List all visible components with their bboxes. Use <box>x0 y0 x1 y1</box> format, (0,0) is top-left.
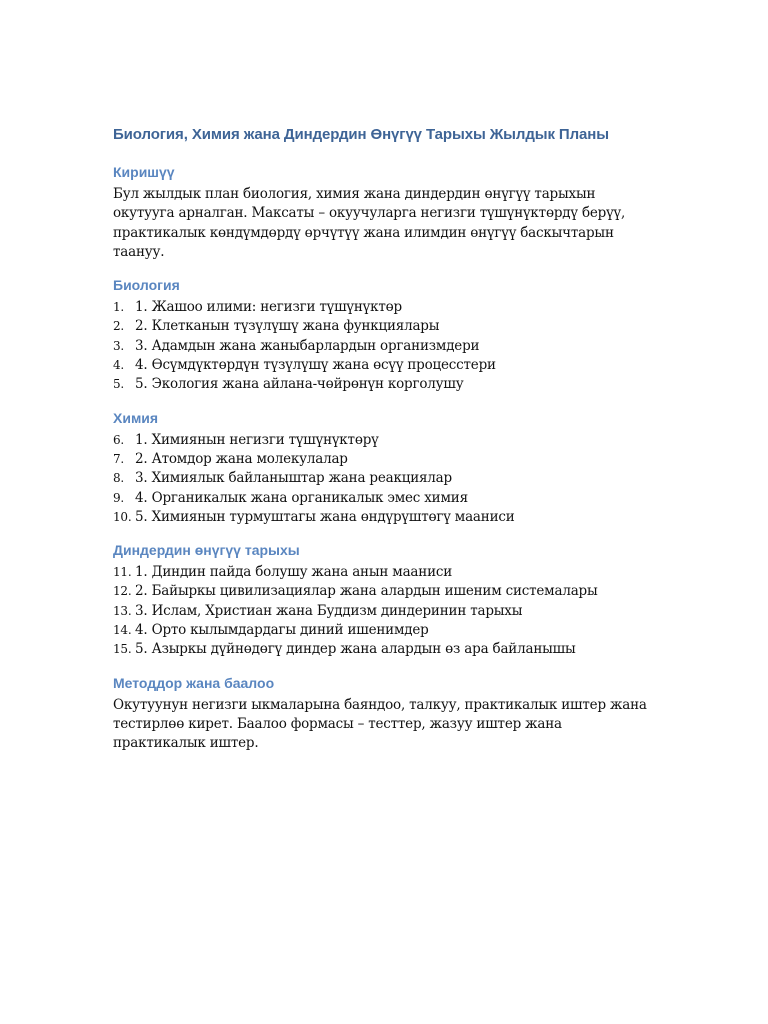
methods-heading: Методдор жана баалоо <box>113 674 275 691</box>
list-item-text: 1. Химиянын негизги түшүнүктөрү <box>135 431 379 448</box>
list-item <box>113 621 653 640</box>
list-item-text: 2. Байыркы цивилизациялар жана алардын ишеним системалары <box>135 583 598 600</box>
list-item <box>113 508 653 527</box>
list-item-text: 5. Химиянын турмуштагы жана өндүрүштөгү мааниси <box>135 508 515 525</box>
list-item <box>113 356 653 375</box>
list-item <box>113 431 653 450</box>
document-title: Биология, Химия жана Диндердин Өнүгүү Тарыхы Жылдык Планы <box>113 126 609 143</box>
methods-section <box>113 673 653 754</box>
methods-paragraph: Окутуунун негизги ыкмаларына баяндоо, талкуу, практикалык иштер жана тестирлөө кирет. Баалоо формасы – тесттер, жазуу иштер жана практикалык иштер. <box>113 696 647 752</box>
list-item <box>113 582 653 601</box>
list-item <box>113 337 653 356</box>
list-item-text: 2. Атомдор жана молекулалар <box>135 450 348 467</box>
list-number: 8. <box>113 471 125 486</box>
list-number: 5. <box>113 377 125 392</box>
list-number: 2. <box>113 319 125 334</box>
list-number: 12. <box>113 584 132 599</box>
biology-heading: Биология <box>113 277 180 294</box>
religion-heading: Диндердин өнүгүү тарыхы <box>113 542 300 559</box>
list-number: 13. <box>113 603 132 618</box>
list-item-text: 4. Органикалык жана органикалык эмес химия <box>135 489 468 506</box>
biology-section <box>113 275 653 394</box>
biology-list <box>113 298 653 394</box>
religion-list <box>113 563 653 659</box>
intro-paragraph: Бул жылдык план биология, химия жана диндердин өнүгүү тарыхын окутууга арналган. Максаты – окуучуларга негизги түшүнүктөрдү берүү, практикалык көндүмдөрдү өрчүтүү жана илимдин өнүгүү баскычтарын таануу. <box>113 186 626 260</box>
chemistry-heading: Химия <box>113 409 159 426</box>
list-number: 10. <box>113 509 132 524</box>
list-item <box>113 489 653 508</box>
list-number: 14. <box>113 623 132 638</box>
list-item-text: 1. Диндин пайда болушу жана анын мааниси <box>135 564 453 581</box>
list-item-text: 5. Экология жана айлана-чөйрөнүн корголушу <box>135 376 464 393</box>
list-item-text: 5. Азыркы дүйнөдөгү диндер жана алардын өз ара байланышы <box>135 641 576 658</box>
list-item <box>113 602 653 621</box>
list-number: 15. <box>113 642 132 657</box>
intro-heading: Киришүү <box>113 164 175 180</box>
list-item <box>113 317 653 336</box>
list-item-text: 2. Клетканын түзүлүшү жана функциялары <box>135 318 440 335</box>
list-item-text: 3. Химиялык байланыштар жана реакциялар <box>135 470 452 487</box>
document-page <box>113 124 653 767</box>
list-number: 7. <box>113 451 125 466</box>
list-item <box>113 450 653 469</box>
list-number: 4. <box>113 358 125 373</box>
list-item <box>113 298 653 317</box>
religion-section <box>113 540 653 659</box>
chemistry-section <box>113 408 653 527</box>
list-number: 3. <box>113 338 125 353</box>
list-item-text: 1. Жашоо илими: негизги түшүнүктөр <box>135 299 402 316</box>
list-number: 6. <box>113 432 125 447</box>
list-item-text: 3. Ислам, Христиан жана Буддизм диндеринин тарыхы <box>135 602 523 619</box>
list-item <box>113 375 653 394</box>
list-number: 1. <box>113 300 125 315</box>
list-number: 11. <box>113 565 132 580</box>
list-item <box>113 563 653 582</box>
list-item-text: 4. Орто кылымдардагы диний ишенимдер <box>135 622 429 639</box>
list-item-text: 4. Өсүмдүктөрдүн түзүлүшү жана өсүү процесстери <box>135 357 496 374</box>
intro-section <box>113 162 653 262</box>
chemistry-list <box>113 431 653 527</box>
list-item <box>113 640 653 659</box>
list-item-text: 3. Адамдын жана жаныбарлардын организмдери <box>135 337 480 354</box>
list-item <box>113 469 653 488</box>
list-number: 9. <box>113 490 125 505</box>
